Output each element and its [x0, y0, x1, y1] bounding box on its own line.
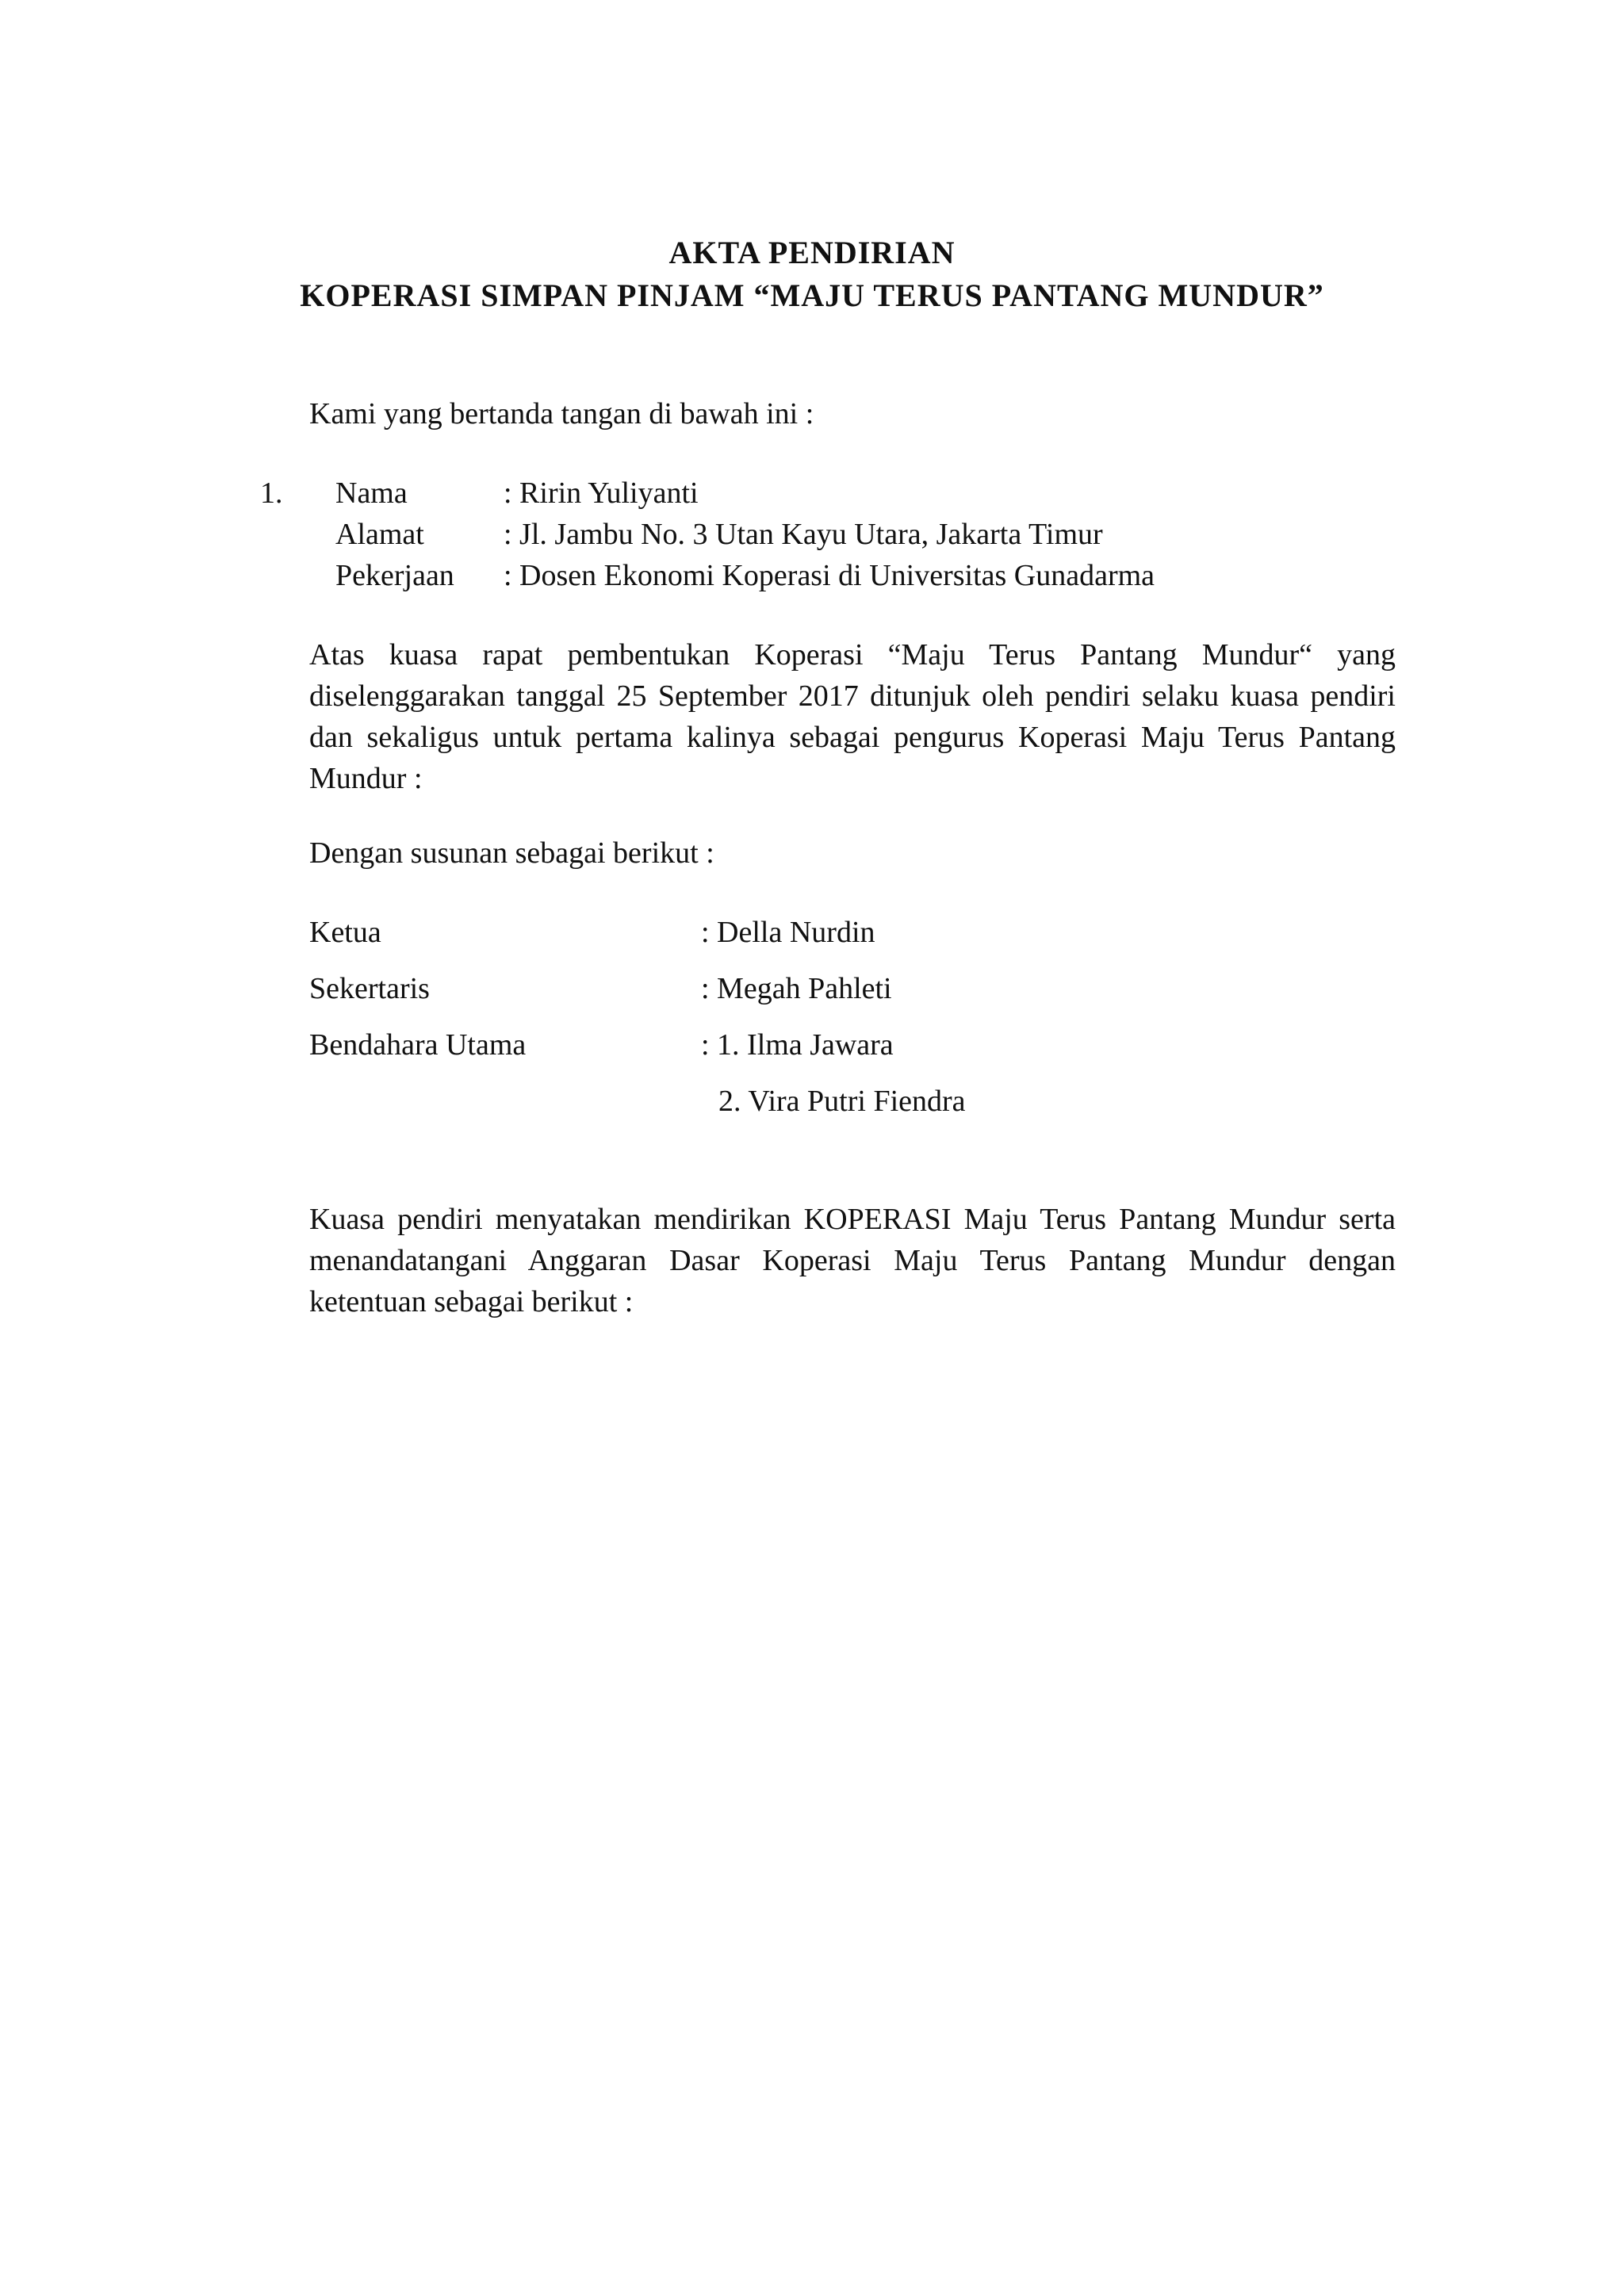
member-details: [335, 473, 1446, 596]
susunan-value: : 1. Ilma Jawara: [701, 1028, 894, 1062]
title-line-2: KOPERASI SIMPAN PINJAM “MAJU TERUS PANTANG MUNDUR”: [300, 277, 1324, 313]
member-label: Nama: [335, 476, 408, 510]
member-label: Alamat: [335, 518, 424, 551]
member-row-alamat: [335, 514, 1446, 555]
kuasa-paragraph: Atas kuasa rapat pembentukan Koperasi “Maju Terus Pantang Mundur“ yang diselenggarakan tanggal 25 September 2017 ditunjuk oleh pendiri selaku kuasa pendiri dan sekaligus untuk pertama kalinya sebagai pengurus Koperasi Maju Terus Pantang Mundur :: [309, 638, 1396, 795]
susunan-value: : Megah Pahleti: [701, 972, 892, 1005]
member-value: : Dosen Ekonomi Koperasi di Universitas Gunadarma: [504, 559, 1155, 592]
susunan-label: Ketua: [309, 916, 381, 949]
closing-paragraph: Kuasa pendiri menyatakan mendirikan KOPERASI Maju Terus Pantang Mundur serta menandatangani Anggaran Dasar Koperasi Maju Terus Pantang Mundur dengan ketentuan sebagai berikut :: [309, 1203, 1396, 1318]
susunan-value: : Della Nurdin: [701, 916, 875, 949]
susunan-intro-text: Dengan susunan sebagai berikut :: [309, 836, 714, 870]
title-line-1: AKTA PENDIRIAN: [668, 235, 956, 270]
susunan-label: Bendahara Utama: [309, 1028, 527, 1062]
member-row-pekerjaan: [335, 555, 1446, 596]
member-label: Pekerjaan: [335, 559, 454, 592]
susunan-list: [309, 912, 1340, 1122]
intro-text: Kami yang bertanda tangan di bawah ini :: [309, 397, 814, 430]
member-row-nama: [335, 473, 1446, 514]
susunan-row-sekertaris: [309, 968, 1340, 1024]
document-title: [0, 232, 1624, 317]
member-number: 1.: [260, 476, 283, 510]
susunan-label: Sekertaris: [309, 972, 430, 1005]
susunan-bendahara-second: 2. Vira Putri Fiendra: [718, 1085, 966, 1118]
member-value: : Ririn Yuliyanti: [504, 476, 699, 510]
susunan-row-bendahara: [309, 1024, 1340, 1081]
member-value: : Jl. Jambu No. 3 Utan Kayu Utara, Jakarta Timur: [504, 518, 1103, 551]
susunan-row-ketua: [309, 912, 1340, 968]
